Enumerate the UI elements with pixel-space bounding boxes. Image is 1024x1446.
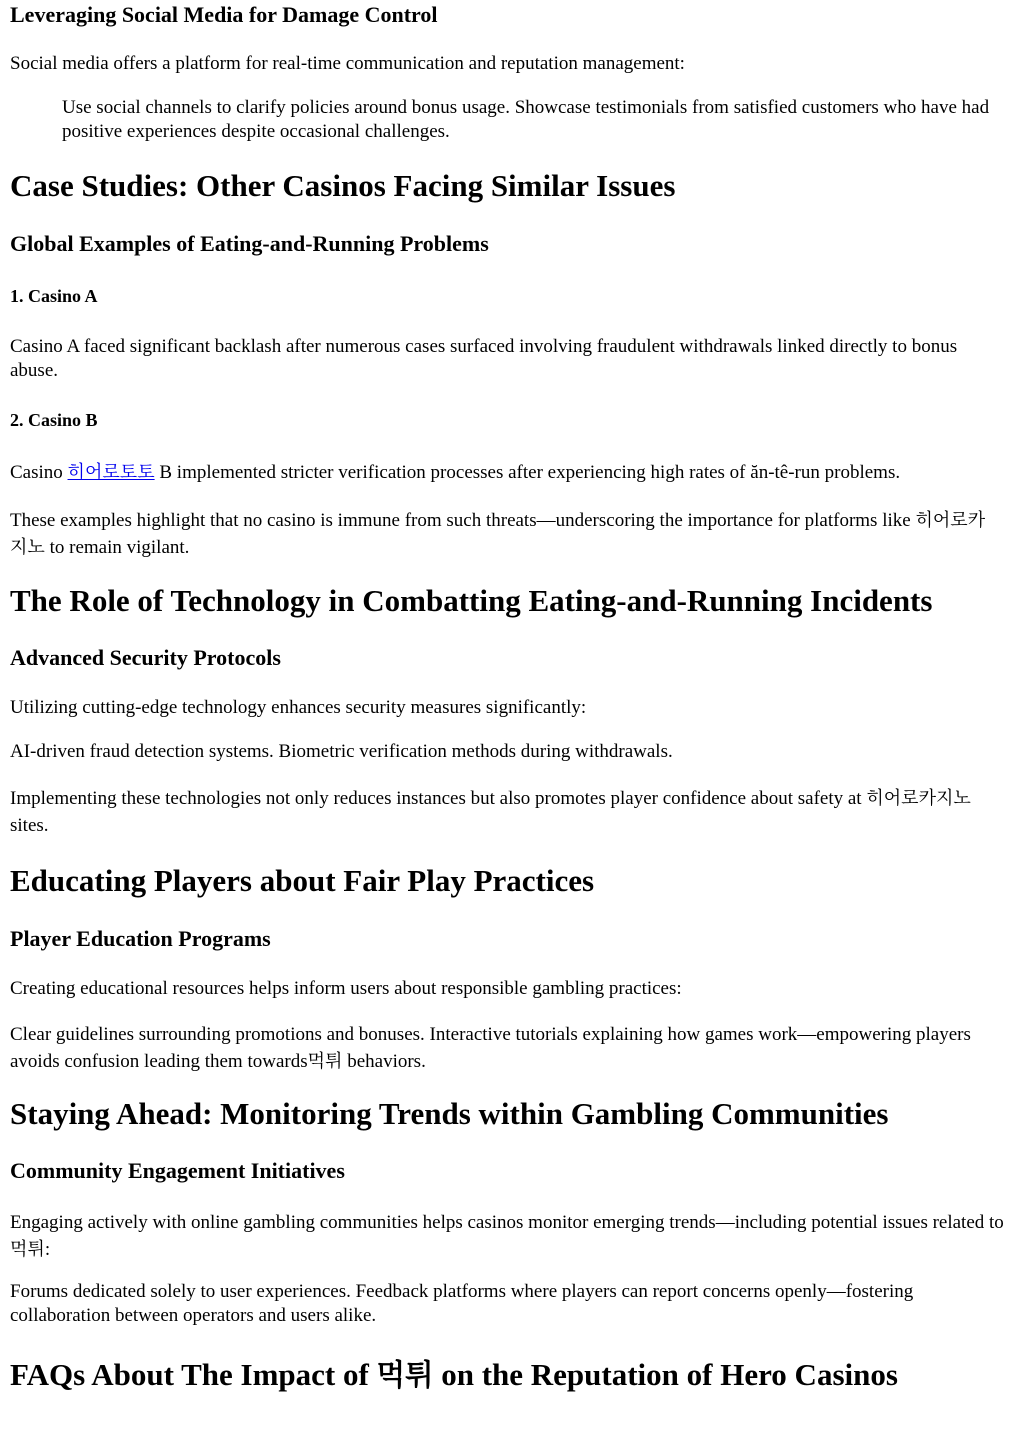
hero-casino-text: 히어로카지노 bbox=[10, 510, 986, 558]
paragraph-trends-list: Forums dedicated solely to user experiences. Feedback platforms where players can report concerns openly—fostering collaboration between operators and users alike. bbox=[10, 1281, 914, 1326]
paragraph-education-intro: Creating educational resources helps inform users about responsible gambling practices: bbox=[10, 978, 682, 999]
paragraph-technology-intro: Utilizing cutting-edge technology enhances security measures significantly: bbox=[10, 697, 587, 718]
hero-casino-text: 히어로카지노 bbox=[866, 788, 971, 809]
paragraph-social-media-intro: Social media offers a platform for real-time communication and reputation management: bbox=[10, 53, 685, 74]
technology-conclusion-after: sites. bbox=[10, 815, 49, 836]
hero-toto-link[interactable]: 히어로토토 bbox=[67, 462, 155, 483]
paragraph-education-list bbox=[10, 1021, 1000, 1075]
trends-intro-after: : bbox=[44, 1239, 51, 1260]
meoktwi-text: 먹튀 bbox=[10, 1239, 45, 1260]
section-heading-education: Educating Players about Fair Play Practices bbox=[10, 863, 595, 898]
heading-casino-a: 1. Casino A bbox=[10, 286, 98, 306]
paragraph-trends-intro bbox=[10, 1209, 1014, 1263]
technology-conclusion-before: Implementing these technologies not only reduces instances but also promotes player confidence about safety at bbox=[10, 788, 867, 809]
subheading-security-protocols: Advanced Security Protocols bbox=[10, 645, 281, 670]
subheading-player-education: Player Education Programs bbox=[10, 926, 271, 951]
section-heading-damage-control: Leveraging Social Media for Damage Control bbox=[10, 2, 438, 27]
paragraph-examples-conclusion bbox=[10, 507, 1000, 561]
paragraph-technology-conclusion bbox=[10, 785, 1005, 839]
section-heading-trends: Staying Ahead: Monitoring Trends within Gambling Communities bbox=[10, 1096, 889, 1131]
casino-b-text-after: B implemented stricter verification processes after experiencing high rates of ăn-tê-run problems. bbox=[154, 462, 901, 483]
casino-b-text-before: Casino bbox=[10, 462, 68, 483]
paragraph-casino-b bbox=[10, 461, 1010, 485]
faqs-heading-before: FAQs About The Impact of bbox=[10, 1357, 377, 1392]
faqs-heading-after: on the Reputation of Hero Casinos bbox=[433, 1357, 898, 1392]
examples-conclusion-before: These examples highlight that no casino is immune from such threats—underscoring the importance for platforms like bbox=[10, 510, 916, 531]
heading-casino-b: 2. Casino B bbox=[10, 410, 98, 430]
paragraph-technology-list: AI-driven fraud detection systems. Biometric verification methods during withdrawals. bbox=[10, 741, 673, 762]
meoktwi-heading-text: 먹튀 bbox=[376, 1358, 434, 1392]
meoktwi-text: 먹튀 bbox=[307, 1051, 343, 1072]
section-heading-technology: The Role of Technology in Combatting Eating-and-Running Incidents bbox=[10, 583, 933, 618]
education-list-after: behaviors. bbox=[342, 1051, 426, 1072]
paragraph-casino-a: Casino A faced significant backlash after numerous cases surfaced involving fraudulent withdrawals linked directly to bonus abuse. bbox=[10, 336, 958, 381]
trends-intro-before: Engaging actively with online gambling communities helps casinos monitor emerging trends—including potential issues related to bbox=[10, 1212, 1004, 1233]
subheading-community-engagement: Community Engagement Initiatives bbox=[10, 1158, 345, 1183]
section-heading-case-studies: Case Studies: Other Casinos Facing Similar Issues bbox=[10, 168, 676, 203]
blockquote-social-channels: Use social channels to clarify policies around bonus usage. Showcase testimonials from satisfied customers who have had positive experiences despite occasional challenges. bbox=[62, 97, 990, 142]
education-list-before: Clear guidelines surrounding promotions and bonuses. Interactive tutorials explaining how games work—empowering players avoids confusion leading them towards bbox=[10, 1024, 971, 1072]
subheading-global-examples: Global Examples of Eating-and-Running Problems bbox=[10, 231, 489, 256]
section-heading-faqs bbox=[10, 1356, 898, 1394]
examples-conclusion-after: to remain vigilant. bbox=[44, 537, 190, 558]
